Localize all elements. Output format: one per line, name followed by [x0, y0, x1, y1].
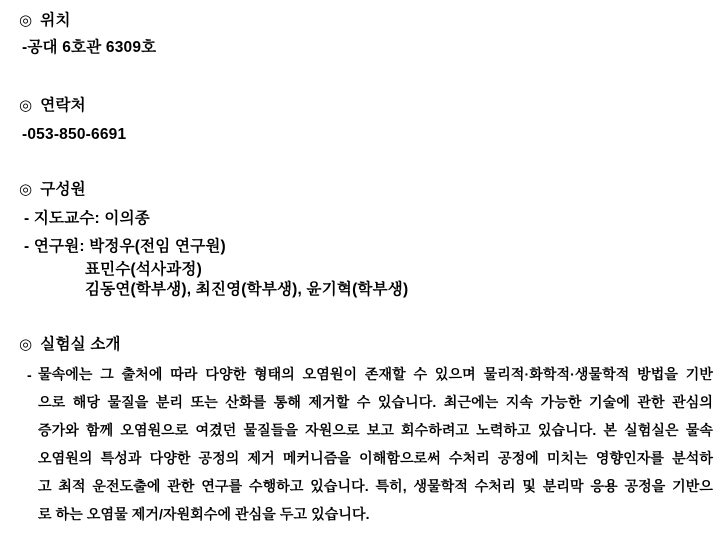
intro-paragraph-line: 물속에는 그 출처에 따라 다양한 형태의 오염원이 존재할 수 있으며 물리적·화학적·생물학적 방법을 기반	[38, 366, 713, 382]
section-title-members: 구성원	[40, 181, 86, 198]
intro-paragraph-line: 고 최적 운전도출에 관한 연구를 수행하고 있습니다. 특히, 생물학적 수처리 및 분리막 응용 공정을 기반으	[38, 478, 713, 494]
section-title-location: 위치	[40, 12, 71, 29]
section-marker-icon: ◎	[19, 336, 33, 353]
section-heading-members	[19, 181, 86, 199]
intro-paragraph-dash: -	[27, 367, 32, 383]
member-advisor-line: - 지도교수: 이의종	[24, 210, 150, 227]
intro-paragraph-line: 오염원의 특성과 다양한 공정의 제거 메커니즘을 이해함으로써 수처리 공정에 미치는 영향인자를 분석하	[38, 450, 713, 466]
intro-paragraph-line: 증가와 함께 오염원으로 여겼던 물질들을 자원으로 보고 회수하려고 노력하고 있습니다. 본 실험실은 물속	[38, 422, 713, 438]
member-researcher-line: - 연구원: 박정우(전임 연구원)	[24, 238, 226, 255]
intro-paragraph-line: 으로 해당 물질을 분리 또는 산화를 통해 제거할 수 있습니다. 최근에는 지속 가능한 기술에 관한 관심의	[38, 394, 713, 410]
intro-paragraph-line: 로 하는 오염물 제거/자원회수에 관심을 두고 있습니다.	[38, 506, 370, 522]
member-researcher-cont-line: 김동연(학부생), 최진영(학부생), 윤기혁(학부생)	[85, 281, 409, 298]
section-marker-icon: ◎	[19, 97, 33, 114]
section-title-intro: 실험실 소개	[40, 336, 121, 353]
section-heading-contact	[19, 97, 86, 115]
section-title-contact: 연락처	[40, 97, 86, 114]
section-marker-icon: ◎	[19, 181, 33, 198]
intro-paragraph	[38, 360, 713, 528]
contact-phone-value: -053-850-6691	[22, 126, 127, 143]
section-heading-location	[19, 12, 71, 30]
location-value: -공대 6호관 6309호	[22, 39, 157, 56]
section-heading-intro	[19, 336, 121, 354]
section-marker-icon: ◎	[19, 12, 33, 29]
member-researcher-cont-line: 표민수(석사과정)	[85, 261, 202, 278]
